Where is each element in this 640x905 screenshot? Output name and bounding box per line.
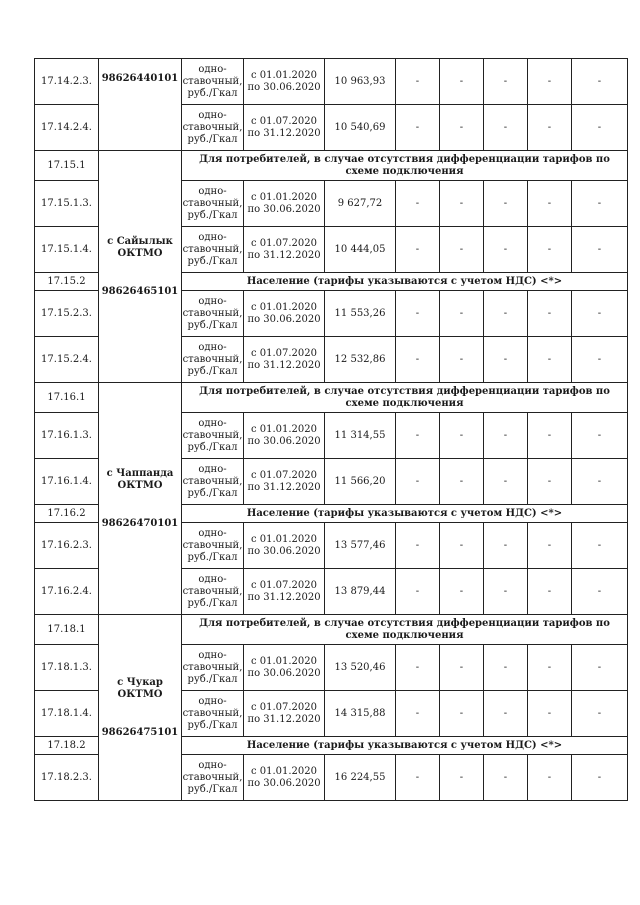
document-page	[34, 58, 628, 801]
tariff-value: 9 627,72	[325, 181, 396, 227]
tariff-type: одно- ставочный, руб./Гкал	[182, 59, 244, 105]
empty-dash-cell: -	[396, 645, 440, 691]
row-code: 17.18.1.3.	[35, 645, 99, 691]
tariff-value: 14 315,88	[325, 691, 396, 737]
section-header-text: Население (тарифы указываются с учетом НДС) <*>	[182, 505, 628, 523]
empty-dash-cell: -	[484, 459, 528, 505]
row-code: 17.16.1.3.	[35, 413, 99, 459]
location-oktmo-label: ОКТМО	[117, 479, 163, 491]
tariff-type: одно- ставочный, руб./Гкал	[182, 523, 244, 569]
tariff-type: одно- ставочный, руб./Гкал	[182, 337, 244, 383]
empty-dash-cell: -	[440, 59, 484, 105]
empty-dash-cell: -	[528, 337, 572, 383]
row-code: 17.18.2.3.	[35, 755, 99, 801]
empty-dash-cell: -	[396, 413, 440, 459]
empty-dash-cell: -	[396, 755, 440, 801]
empty-dash-cell: -	[396, 569, 440, 615]
empty-dash-cell: -	[440, 755, 484, 801]
tariff-type: одно- ставочный, руб./Гкал	[182, 291, 244, 337]
tariff-period: с 01.07.2020 по 31.12.2020	[244, 337, 325, 383]
location-oktmo-label: ОКТМО	[117, 688, 163, 700]
empty-dash-cell: -	[528, 523, 572, 569]
location-name: с Чаппанда	[106, 467, 174, 479]
row-code: 17.16.1	[35, 383, 99, 413]
empty-dash-cell: -	[484, 337, 528, 383]
empty-dash-cell: -	[440, 413, 484, 459]
section-header-row	[35, 151, 628, 181]
location-oktmo-code: 98626465101	[101, 285, 179, 297]
tariff-type: одно- ставочный, руб./Гкал	[182, 459, 244, 505]
location-cell	[99, 59, 182, 151]
empty-dash-cell: -	[528, 645, 572, 691]
empty-dash-cell: -	[528, 413, 572, 459]
tariff-period: с 01.01.2020 по 30.06.2020	[244, 291, 325, 337]
tariff-period: с 01.07.2020 по 31.12.2020	[244, 459, 325, 505]
tariff-period: с 01.07.2020 по 31.12.2020	[244, 569, 325, 615]
empty-dash-cell: -	[484, 569, 528, 615]
tariff-period: с 01.01.2020 по 30.06.2020	[244, 755, 325, 801]
location-oktmo-code: 98626440101	[101, 73, 179, 84]
location-name: с Чукар	[117, 676, 163, 688]
location-gap	[99, 701, 181, 727]
empty-dash-cell: -	[396, 59, 440, 105]
empty-dash-cell: -	[484, 291, 528, 337]
tariff-value: 10 963,93	[325, 59, 396, 105]
empty-dash-cell: -	[396, 227, 440, 273]
empty-dash-cell: -	[572, 227, 628, 273]
tariff-value: 13 577,46	[325, 523, 396, 569]
tariff-period: с 01.07.2020 по 31.12.2020	[244, 691, 325, 737]
tariff-value: 10 540,69	[325, 105, 396, 151]
tariff-type: одно- ставочный, руб./Гкал	[182, 691, 244, 737]
tariff-value: 13 879,44	[325, 569, 396, 615]
section-header-text: Для потребителей, в случае отсутствия дифференциации тарифов по схеме подключения	[182, 615, 628, 645]
empty-dash-cell: -	[440, 337, 484, 383]
tariff-value: 13 520,46	[325, 645, 396, 691]
row-code: 17.14.2.3.	[35, 59, 99, 105]
empty-dash-cell: -	[396, 691, 440, 737]
location-oktmo-label: ОКТМО	[117, 247, 163, 259]
row-code: 17.14.2.4.	[35, 105, 99, 151]
tariff-type: одно- ставочный, руб./Гкал	[182, 645, 244, 691]
tariff-value: 12 532,86	[325, 337, 396, 383]
tariff-type: одно- ставочный, руб./Гкал	[182, 755, 244, 801]
row-code: 17.15.2.3.	[35, 291, 99, 337]
empty-dash-cell: -	[484, 105, 528, 151]
empty-dash-cell: -	[396, 337, 440, 383]
tariff-period: с 01.01.2020 по 30.06.2020	[244, 181, 325, 227]
empty-dash-cell: -	[528, 459, 572, 505]
empty-dash-cell: -	[440, 691, 484, 737]
empty-dash-cell: -	[484, 413, 528, 459]
section-header-text: Для потребителей, в случае отсутствия дифференциации тарифов по схеме подключения	[182, 383, 628, 413]
row-code: 17.16.2.4.	[35, 569, 99, 615]
empty-dash-cell: -	[572, 645, 628, 691]
empty-dash-cell: -	[572, 337, 628, 383]
empty-dash-cell: -	[572, 459, 628, 505]
row-code: 17.15.1.4.	[35, 227, 99, 273]
tariff-period: с 01.01.2020 по 30.06.2020	[244, 413, 325, 459]
empty-dash-cell: -	[484, 645, 528, 691]
empty-dash-cell: -	[440, 523, 484, 569]
tariff-period: с 01.01.2020 по 30.06.2020	[244, 523, 325, 569]
section-header-text: Население (тарифы указываются с учетом НДС) <*>	[182, 273, 628, 291]
empty-dash-cell: -	[528, 59, 572, 105]
location-cell	[99, 615, 182, 801]
tariff-type: одно- ставочный, руб./Гкал	[182, 105, 244, 151]
location-gap	[99, 260, 181, 286]
tariff-period: с 01.01.2020 по 30.06.2020	[244, 59, 325, 105]
empty-dash-cell: -	[396, 291, 440, 337]
location-oktmo-code: 98626475101	[101, 726, 179, 738]
row-code: 17.18.2	[35, 737, 99, 755]
empty-dash-cell: -	[572, 181, 628, 227]
section-header-text: Население (тарифы указываются с учетом НДС) <*>	[182, 737, 628, 755]
empty-dash-cell: -	[484, 181, 528, 227]
location-gap	[99, 492, 181, 518]
empty-dash-cell: -	[396, 523, 440, 569]
tariff-period: с 01.01.2020 по 30.06.2020	[244, 645, 325, 691]
empty-dash-cell: -	[572, 523, 628, 569]
tariff-value: 11 566,20	[325, 459, 396, 505]
empty-dash-cell: -	[528, 181, 572, 227]
empty-dash-cell: -	[528, 291, 572, 337]
row-code: 17.15.1	[35, 151, 99, 181]
empty-dash-cell: -	[484, 523, 528, 569]
empty-dash-cell: -	[528, 755, 572, 801]
empty-dash-cell: -	[528, 569, 572, 615]
location-oktmo-code: 98626470101	[101, 517, 179, 529]
tariff-table-body	[35, 59, 628, 801]
tariff-period: с 01.07.2020 по 31.12.2020	[244, 227, 325, 273]
empty-dash-cell: -	[396, 181, 440, 227]
empty-dash-cell: -	[528, 227, 572, 273]
empty-dash-cell: -	[528, 691, 572, 737]
tariff-value: 10 444,05	[325, 227, 396, 273]
empty-dash-cell: -	[572, 413, 628, 459]
tariff-value: 16 224,55	[325, 755, 396, 801]
empty-dash-cell: -	[440, 645, 484, 691]
empty-dash-cell: -	[396, 105, 440, 151]
section-header-text: Для потребителей, в случае отсутствия дифференциации тарифов по схеме подключения	[182, 151, 628, 181]
section-header-row	[35, 383, 628, 413]
row-code: 17.18.1.4.	[35, 691, 99, 737]
tariff-type: одно- ставочный, руб./Гкал	[182, 181, 244, 227]
empty-dash-cell: -	[528, 105, 572, 151]
row-code: 17.15.2	[35, 273, 99, 291]
section-header-row	[35, 615, 628, 645]
empty-dash-cell: -	[572, 105, 628, 151]
location-cell	[99, 151, 182, 383]
empty-dash-cell: -	[440, 291, 484, 337]
tariff-type: одно- ставочный, руб./Гкал	[182, 569, 244, 615]
empty-dash-cell: -	[484, 227, 528, 273]
empty-dash-cell: -	[440, 105, 484, 151]
tariff-period: с 01.07.2020 по 31.12.2020	[244, 105, 325, 151]
empty-dash-cell: -	[396, 459, 440, 505]
tariff-type: одно- ставочный, руб./Гкал	[182, 413, 244, 459]
tariff-table	[34, 58, 628, 801]
empty-dash-cell: -	[572, 569, 628, 615]
row-code: 17.15.2.4.	[35, 337, 99, 383]
empty-dash-cell: -	[572, 755, 628, 801]
tariff-value: 11 314,55	[325, 413, 396, 459]
row-code: 17.16.1.4.	[35, 459, 99, 505]
table-row	[35, 59, 628, 105]
row-code: 17.15.1.3.	[35, 181, 99, 227]
empty-dash-cell: -	[440, 569, 484, 615]
empty-dash-cell: -	[484, 755, 528, 801]
row-code: 17.16.2	[35, 505, 99, 523]
empty-dash-cell: -	[440, 227, 484, 273]
empty-dash-cell: -	[484, 59, 528, 105]
empty-dash-cell: -	[484, 691, 528, 737]
empty-dash-cell: -	[572, 59, 628, 105]
location-name: с Сайылык	[107, 235, 173, 247]
tariff-value: 11 553,26	[325, 291, 396, 337]
tariff-type: одно- ставочный, руб./Гкал	[182, 227, 244, 273]
empty-dash-cell: -	[572, 291, 628, 337]
empty-dash-cell: -	[440, 459, 484, 505]
row-code: 17.18.1	[35, 615, 99, 645]
location-cell	[99, 383, 182, 615]
empty-dash-cell: -	[440, 181, 484, 227]
row-code: 17.16.2.3.	[35, 523, 99, 569]
empty-dash-cell: -	[572, 691, 628, 737]
